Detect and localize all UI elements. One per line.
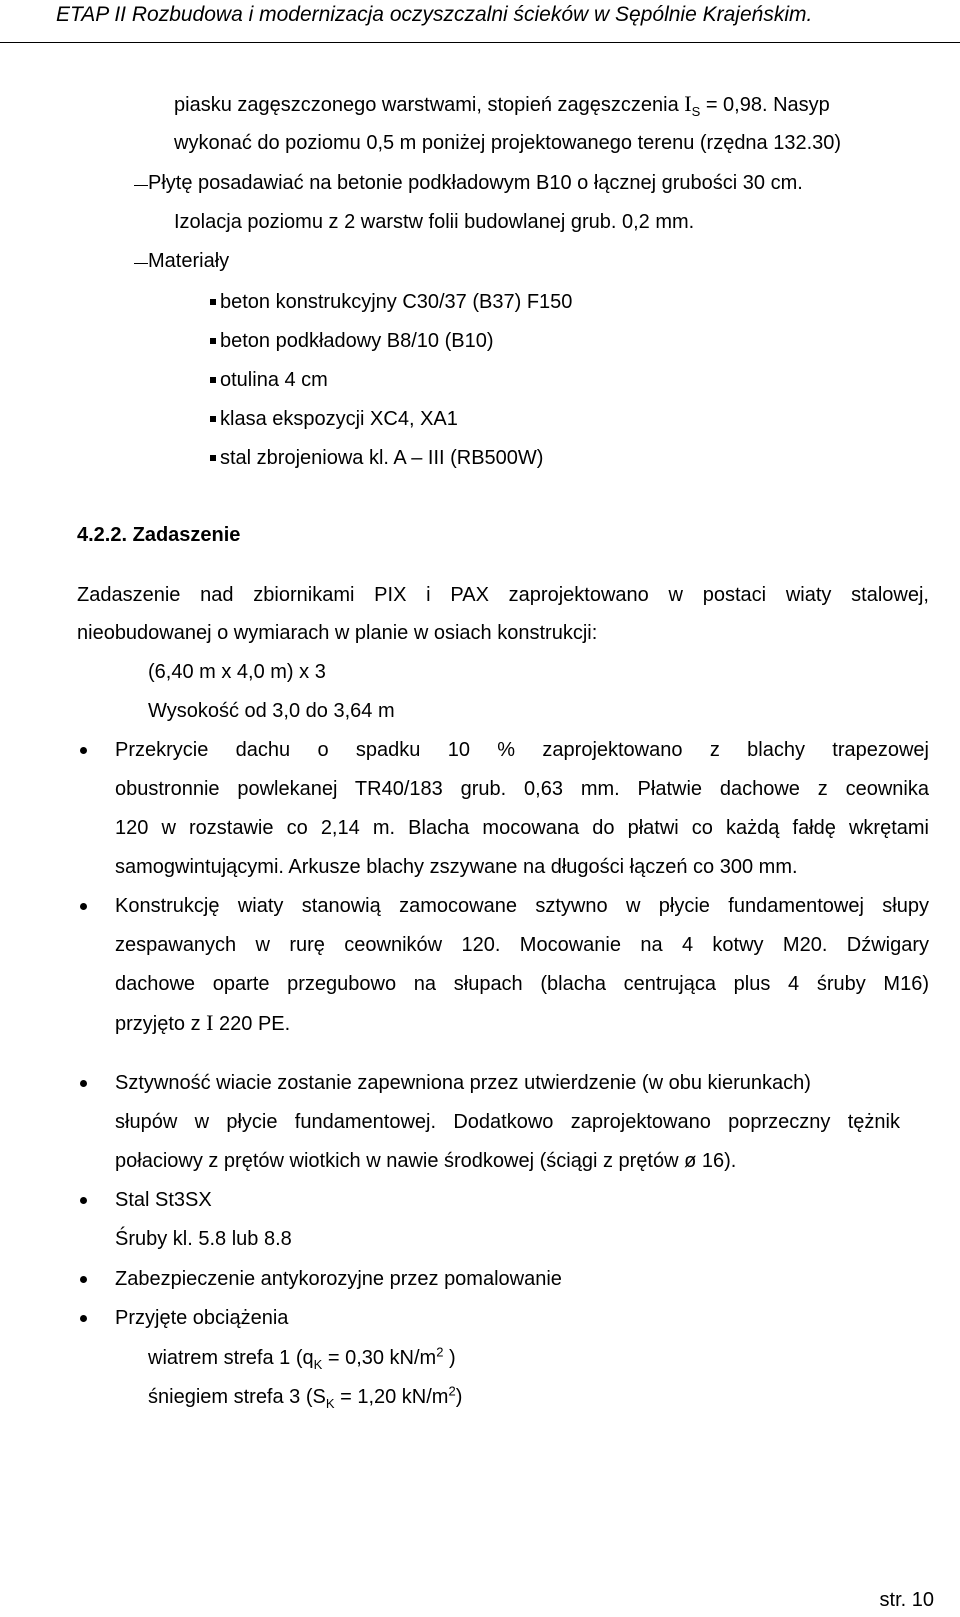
square-bullet <box>210 299 216 305</box>
text-line: wykonać do poziomu 0,5 m poniżej projektowanego terenu (rzędna 132.30) <box>174 132 842 154</box>
bullet-dot <box>80 1276 87 1283</box>
text-line: Płytę posadawiać na betonie podkładowym B10 o łącznej grubości 30 cm. <box>148 172 803 194</box>
bullet-dot <box>80 1315 87 1322</box>
text-line: słupów w płycie fundamentowej. Dodatkowo zaprojektowano poprzeczny tężnik <box>115 1111 900 1133</box>
bullet-dot <box>80 1080 87 1087</box>
dash-bullet <box>134 263 148 264</box>
materials-label: Materiały <box>148 250 230 272</box>
text-line: obustronnie powlekanej TR40/183 grub. 0,63 mm. Płatwie dachowe z ceownika <box>115 778 929 800</box>
text-line: samogwintującymi. Arkusze blachy zszywane na długości łączeń co 300 mm. <box>115 856 798 878</box>
text-line: Izolacja poziomu z 2 warstw folii budowlanej grub. 0,2 mm. <box>174 211 695 233</box>
text-line: piasku zagęszczonego warstwami, stopień zagęszczenia $I_S = 0,98$. Nasyp <box>174 91 830 119</box>
text-line: połaciowy z prętów wiotkich w nawie środkowej (ściągi z prętów ø 16). <box>115 1150 737 1172</box>
snow-load-line: śniegiem strefa 3 ($S_K = 1,20$ $kN/m^2$) <box>148 1383 463 1411</box>
text-line: Śruby kl. 5.8 lub 8.8 <box>115 1228 292 1250</box>
text-line: Konstrukcję wiaty stanowią zamocowane sztywno w płycie fundamentowej słupy <box>115 895 929 917</box>
material-item: klasa ekspozycji XC4, XA1 <box>220 408 458 430</box>
square-bullet <box>210 377 216 383</box>
bullet-dot <box>80 1197 87 1204</box>
text-line: Zabezpieczenie antykorozyjne przez pomalowanie <box>115 1268 562 1290</box>
text-line: Zadaszenie nad zbiornikami PIX i PAX zaprojektowano w postaci wiaty stalowej, <box>77 584 929 606</box>
text-line: Przekrycie dachu o spadku 10 % zaprojektowano z blachy trapezowej <box>115 739 929 761</box>
wind-load-line: wiatrem strefa 1 ($q_K = 0,30$ $kN/m^2$ ) <box>148 1344 456 1372</box>
text-line: 120 w rozstawie co 2,14 m. Blacha mocowana do płatwi co każdą fałdę wkrętami <box>115 817 929 839</box>
material-item: beton podkładowy B8/10 (B10) <box>220 330 494 352</box>
square-bullet <box>210 416 216 422</box>
text-line: dachowe oparte przegubowo na słupach (blacha centrująca plus 4 śruby M16) <box>115 973 929 995</box>
page-header <box>0 0 960 43</box>
section-number: 4.2.2. <box>77 524 128 546</box>
page-number: str. 10 <box>879 1589 934 1611</box>
text-line: nieobudowanej o wymiarach w planie w osiach konstrukcji: <box>77 622 598 644</box>
text-line: Sztywność wiacie zostanie zapewniona przez utwierdzenie (w obu kierunkach) <box>115 1072 811 1094</box>
bullet-dot <box>80 903 87 910</box>
material-item: beton konstrukcyjny C30/37 (B37) F150 <box>220 291 573 313</box>
dash-bullet <box>134 185 148 186</box>
section-title: Zadaszenie <box>132 524 241 546</box>
section-heading <box>77 523 240 547</box>
height-line: Wysokość od 3,0 do 3,64 m <box>148 700 395 722</box>
text-line: Przyjęte obciążenia <box>115 1307 289 1329</box>
square-bullet <box>210 455 216 461</box>
header-title: ETAP II Rozbudowa i modernizacja oczyszczalni ścieków w Sępólnie Krajeńskim. <box>56 3 813 26</box>
dimension-line: (6,40 m x 4,0 m) x 3 <box>148 661 326 683</box>
text-line: przyjęto z I 220 PE. <box>115 1010 291 1035</box>
text-line: Stal St3SX <box>115 1189 212 1211</box>
bullet-dot <box>80 747 87 754</box>
material-item: otulina 4 cm <box>220 369 328 391</box>
text-line: zespawanych w rurę ceowników 120. Mocowanie na 4 kotwy M20. Dźwigary <box>115 934 929 956</box>
material-item: stal zbrojeniowa kl. A – III (RB500W) <box>220 447 544 469</box>
square-bullet <box>210 338 216 344</box>
